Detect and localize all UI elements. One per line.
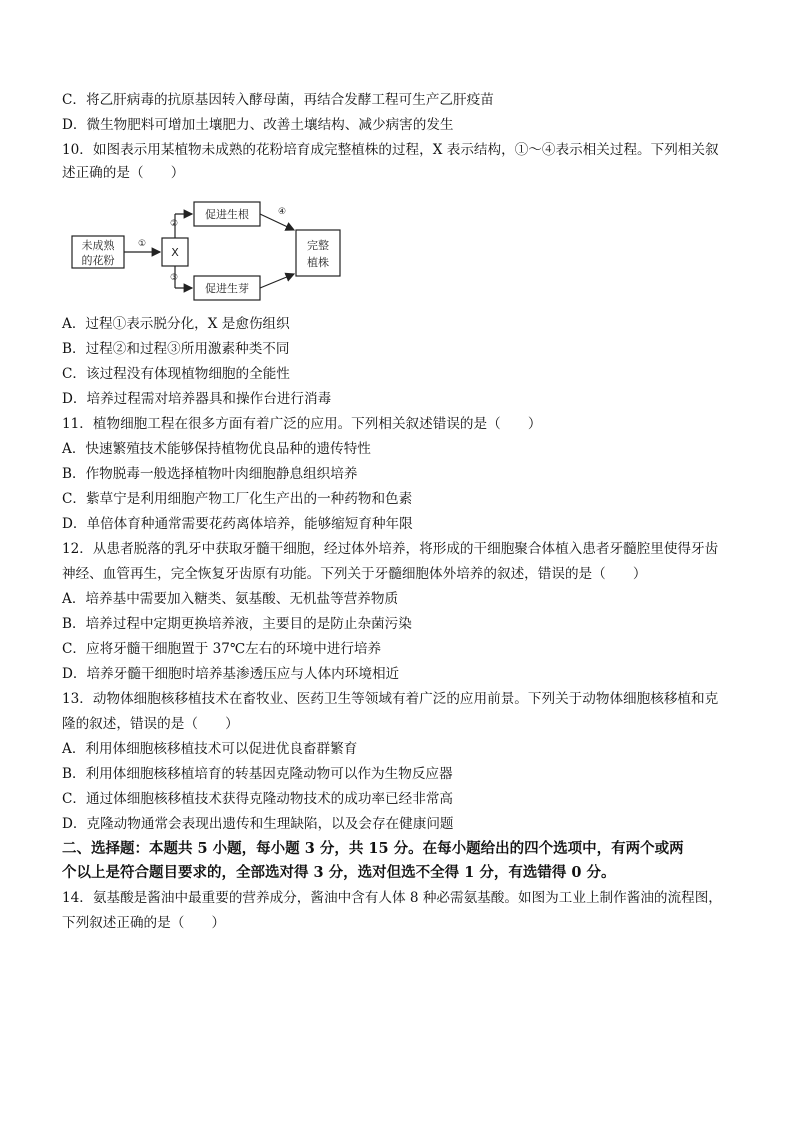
step2-label: ② [169, 219, 179, 229]
q12-stem-line2: 神经、血管再生，完全恢复牙齿原有功能。下列关于牙髓细胞体外培养的叙述，错误的是（ ） [62, 566, 647, 582]
q12-option-a: A．培养基中需要加入糖类、氨基酸、无机盐等营养物质 [62, 591, 399, 607]
q11-option-a: A．快速繁殖技术能够保持植物优良品种的遗传特性 [62, 441, 371, 457]
q13-stem-line1: 13．动物体细胞核移植技术在畜牧业、医药卫生等领域有着广泛的应用前景。下列关于动物体细胞核移植和克 [62, 691, 719, 707]
q10-option-b: B．过程②和过程③所用激素种类不同 [62, 341, 290, 357]
q14-stem-line1: 14．氨基酸是酱油中最重要的营养成分，酱油中含有人体 8 种必需氨基酸。如图为工业上制作酱油的流程图， [62, 890, 722, 906]
q13-option-d: D．克隆动物通常会表现出遗传和生理缺陷，以及会存在健康问题 [62, 816, 454, 832]
section2-heading-line2: 个以上是符合题目要求的，全部选对得 3 分，选对但选不全得 1 分，有选错得 0 分。 [62, 864, 616, 881]
q10-option-a: A．过程①表示脱分化，X 是愈伤组织 [62, 316, 290, 332]
step3-label: ③ [169, 273, 179, 283]
q10-stem-line2: 述正确的是（ ） [62, 165, 185, 181]
q13-stem-line2: 隆的叙述，错误的是（ ） [62, 716, 239, 732]
pollen-box-label-2: 的花粉 [81, 254, 115, 267]
q10-option-d: D．培养过程需对培养器具和操作台进行消毒 [62, 391, 332, 407]
q14-stem-line2: 下列叙述正确的是（ ） [62, 915, 226, 931]
q13-option-a: A．利用体细胞核移植技术可以促进优良畜群繁育 [62, 741, 358, 757]
shoot-box [194, 276, 260, 300]
q12-option-c: C．应将牙髓干细胞置于 37℃左右的环境中进行培养 [62, 641, 382, 657]
q13-option-b: B．利用体细胞核移植培育的转基因克隆动物可以作为生物反应器 [62, 766, 453, 782]
shoot-box-label: 促进生芽 [205, 282, 249, 295]
q11-option-c: C．紫草宁是利用细胞产物工厂化生产出的一种药物和色素 [62, 491, 413, 507]
pollen-box [72, 236, 124, 268]
plant-box [296, 230, 340, 276]
q11-option-b: B．作物脱毒一般选择植物叶肉细胞静息组织培养 [62, 466, 358, 482]
step4-label: ④ [277, 207, 287, 217]
q11-stem: 11．植物细胞工程在很多方面有着广泛的应用。下列相关叙述错误的是（ ） [62, 416, 542, 432]
q12-stem-line1: 12．从患者脱落的乳牙中获取牙髓干细胞，经过体外培养，将形成的干细胞聚合体植入患者牙髓腔里使得牙齿 [62, 541, 719, 557]
q12-option-d: D．培养牙髓干细胞时培养基渗透压应与人体内环境相近 [62, 666, 400, 682]
plant-box-label-1: 完整 [307, 239, 329, 252]
root-box-label: 促进生根 [205, 208, 249, 221]
q10-option-c: C．该过程没有体现植物细胞的全能性 [62, 366, 290, 382]
q12-option-b: B．培养过程中定期更换培养液，主要目的是防止杂菌污染 [62, 616, 412, 632]
plant-box-label-2: 植株 [307, 256, 329, 269]
q11-option-d: D．单倍体育种通常需要花药离体培养，能够缩短育种年限 [62, 516, 413, 532]
q9-option-c: C．将乙肝病毒的抗原基因转入酵母菌，再结合发酵工程可生产乙肝疫苗 [62, 92, 494, 108]
q9-option-d: D．微生物肥料可增加土壤肥力、改善土壤结构、减少病害的发生 [62, 117, 454, 133]
section2-heading-line1: 二、选择题：本题共 5 小题，每小题 3 分，共 15 分。在每小题给出的四个选项中，有两个或两 [62, 840, 684, 857]
pollen-box-label-1: 未成熟 [81, 239, 115, 252]
q13-option-c: C．通过体细胞核移植技术获得克隆动物技术的成功率已经非常高 [62, 791, 454, 807]
step1-label: ① [137, 239, 147, 249]
q10-stem-line1: 10．如图表示用某植物未成熟的花粉培育成完整植株的过程，X 表示结构，①～④表示相关过程。下列相关叙 [62, 142, 719, 158]
root-box [194, 202, 260, 226]
x-box [162, 238, 188, 266]
q10-flow-diagram [62, 190, 362, 302]
x-box-label: X [171, 246, 179, 259]
arrow-shoot-to-plant [260, 274, 294, 288]
